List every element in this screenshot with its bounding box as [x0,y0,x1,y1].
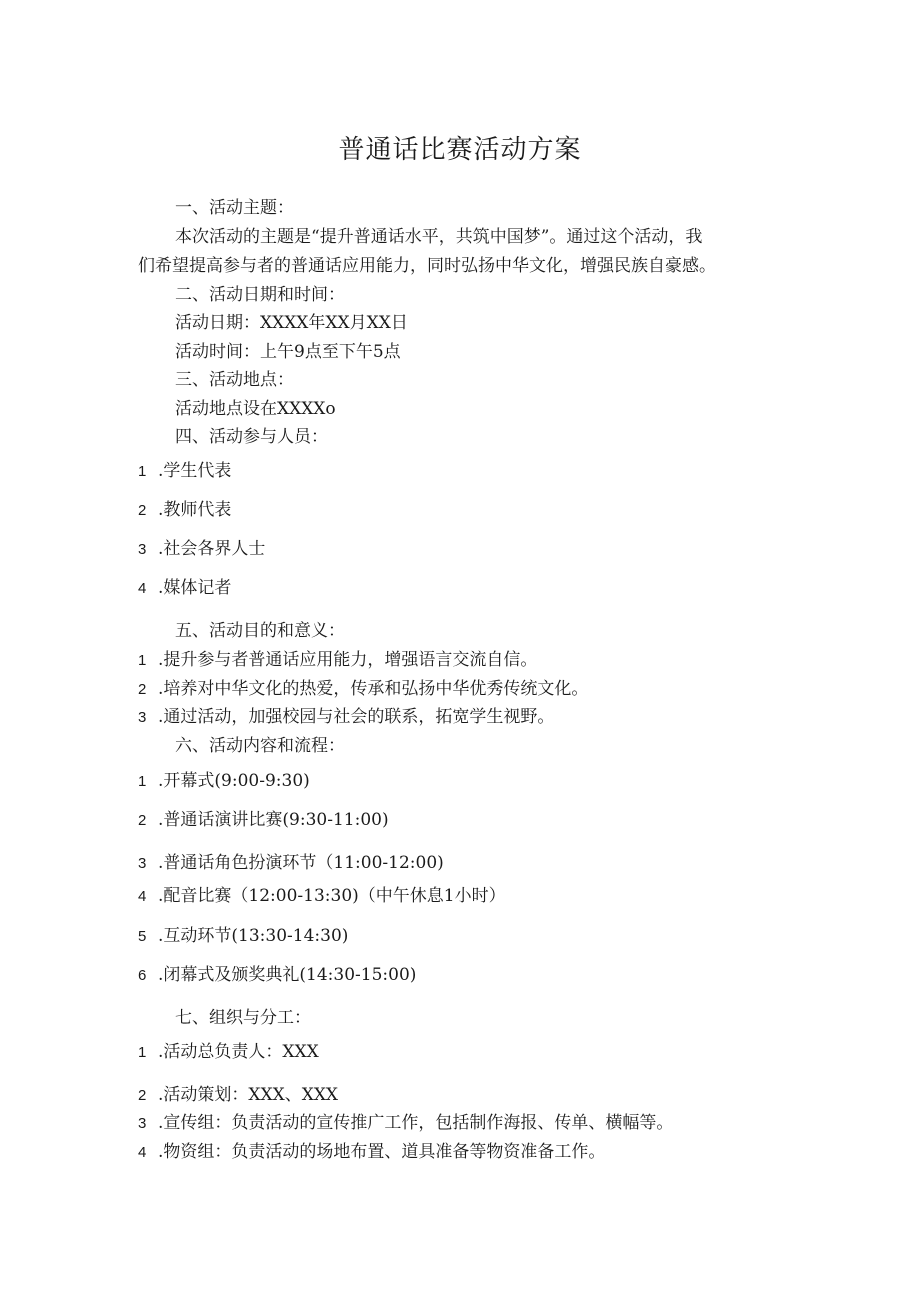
list-text: .闭幕式及颁奖典礼(14:30-15:00) [158,965,417,985]
theme-body-text-1: 本次活动的主题是“提升普通话水平，共筑中国梦”。通过这个活动，我 [175,227,703,247]
list-number: 1 [138,652,147,669]
list-item [138,884,506,909]
list-text: .活动策划：XXX、XXX [158,1085,339,1105]
list-item [138,924,348,949]
list-number: 2 [138,1087,147,1104]
list-item [138,576,231,601]
list-number: 4 [138,1144,147,1161]
list-text: .媒体记者 [158,578,232,598]
list-number: 2 [138,812,147,829]
list-item [138,677,588,702]
list-text: .配音比赛（12:00-13:30)（中午休息1小时） [158,886,506,906]
list-item [138,498,231,523]
section-heading-theme: 一、活动主题： [175,198,294,218]
section-heading-date-time: 二、活动日期和时间： [175,285,345,305]
list-number: 6 [138,967,147,984]
section-heading-purpose: 五、活动目的和意义： [175,621,345,641]
list-text: .教师代表 [158,500,232,520]
list-text: .普通话演讲比赛(9:30-11:00) [158,810,389,830]
list-item [138,851,444,876]
list-number: 1 [138,463,147,480]
list-text: .培养对中华文化的热爱，传承和弘扬中华优秀传统文化。 [158,679,589,699]
document-title: 普通话比赛活动方案 [338,135,582,165]
activity-location: 活动地点设在XXXXo [175,399,336,419]
section-heading-location: 三、活动地点： [175,370,294,390]
list-text: .提升参与者普通话应用能力，增强语言交流自信。 [158,650,538,670]
list-text: .活动总负责人：XXX [158,1042,319,1062]
activity-date: 活动日期：XXXX年XX月XX日 [175,313,408,333]
list-item [138,648,537,673]
list-number: 2 [138,681,147,698]
list-number: 1 [138,1044,147,1061]
list-item [138,459,231,484]
list-text: .开幕式(9:00-9:30) [158,771,310,791]
list-item [138,1040,319,1065]
theme-body-line-1 [138,225,702,249]
list-text: .学生代表 [158,461,232,481]
section-heading-participants: 四、活动参与人员： [175,427,328,447]
list-number: 1 [138,773,147,790]
list-item [138,537,265,562]
theme-body-line-2: 们希望提高参与者的普通话应用能力，同时弘扬中华文化，增强民族自豪感。 [138,256,716,276]
list-number: 5 [138,928,147,945]
list-item [138,808,389,833]
list-item [138,963,416,988]
list-text: .通过活动，加强校园与社会的联系，拓宽学生视野。 [158,707,555,727]
list-number: 3 [138,1115,147,1132]
list-text: .互动环节(13:30-14:30) [158,926,349,946]
list-text: .物资组：负责活动的场地布置、道具准备等物资准备工作。 [158,1142,606,1162]
list-text: .宣传组：负责活动的宣传推广工作，包括制作海报、传单、横幅等。 [158,1113,674,1133]
list-text: .普通话角色扮演环节（11:00-12:00) [158,853,444,873]
list-text: .社会各界人士 [158,539,266,559]
list-item [138,1083,338,1108]
section-heading-content-flow: 六、活动内容和流程： [175,736,345,756]
list-number: 3 [138,709,147,726]
list-item [138,1111,673,1136]
list-number: 4 [138,888,147,905]
list-item [138,769,310,794]
list-number: 3 [138,855,147,872]
list-item [138,1140,605,1165]
list-number: 3 [138,541,147,558]
list-number: 2 [138,502,147,519]
list-item [138,705,554,730]
section-heading-organization: 七、组织与分工： [175,1008,311,1028]
activity-time: 活动时间：上午9点至下午5点 [175,342,401,362]
list-number: 4 [138,580,147,597]
